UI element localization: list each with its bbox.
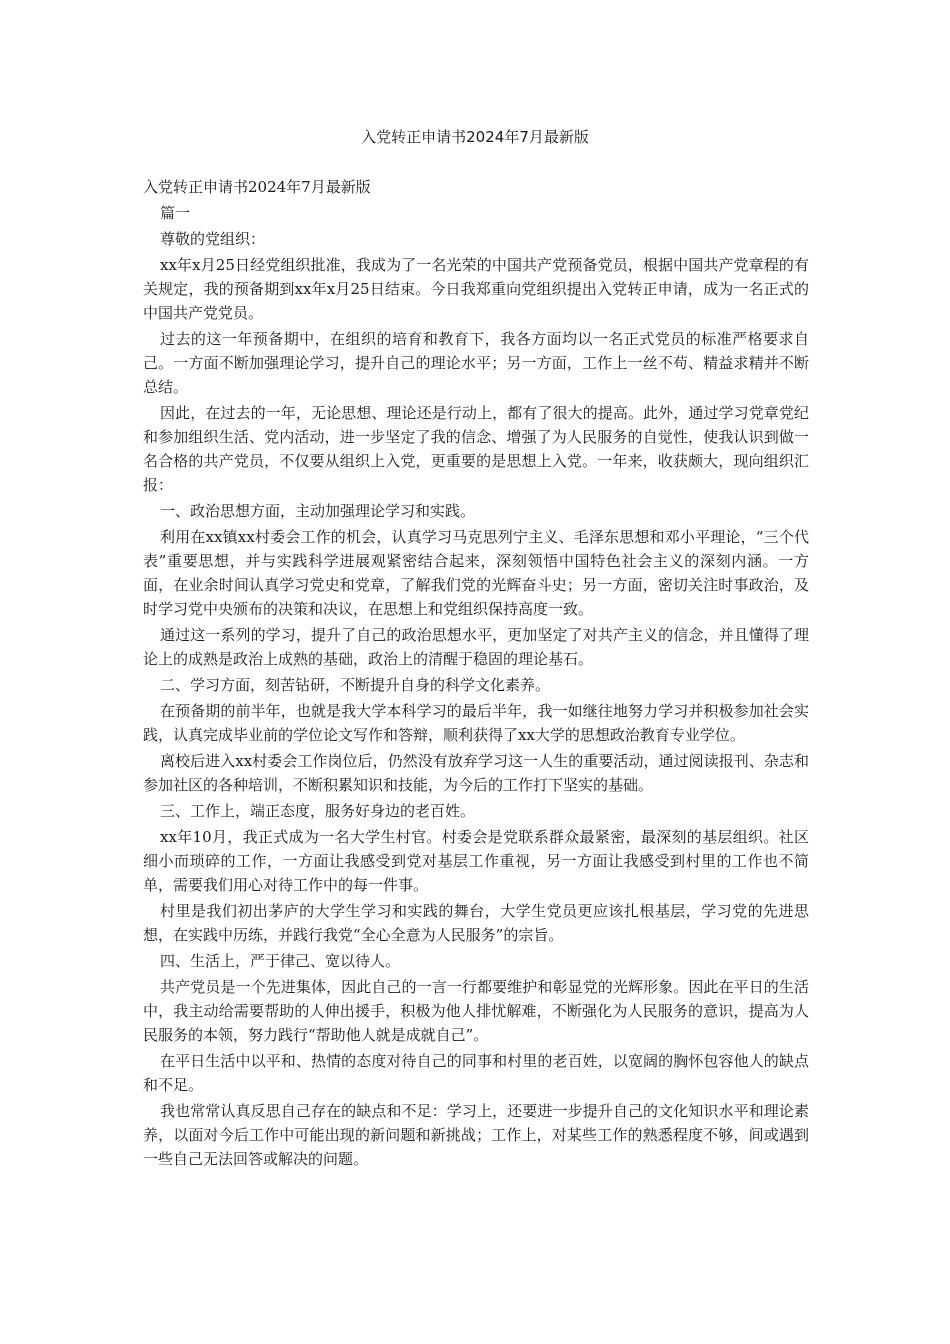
paragraph: 我也常常认真反思自己存在的缺点和不足：学习上，还要进一步提升自己的文化知识水平和理论素养，以面对今后工作中可能出现的新问题和新挑战；工作上，对某些工作的熟悉程度不够，间或遇到一些自己无法回答或解决的问题。: [143, 1102, 809, 1168]
document-body: [143, 175, 809, 1173]
paragraph: 共产党员是一个先进集体，因此自己的一言一行都要维护和彰显党的光辉形象。因此在平日的生活中，我主动给需要帮助的人伸出援手，积极为他人排忧解难，不断强化为人民服务的意识，提高为人民服务的本领，努力践行“帮助他人就是成就自己”。: [143, 978, 809, 1044]
paragraph: 离校后进入xx村委会工作岗位后，仍然没有放弃学习这一人生的重要活动，通过阅读报刊、杂志和参加社区的各种培训，不断积累知识和技能，为今后的工作打下坚实的基础。: [143, 752, 809, 794]
paragraph: 过去的这一年预备期中，在组织的培育和教育下，我各方面均以一名正式党员的标准严格要求自己。一方面不断加强理论学习，提升自己的理论水平；另一方面，工作上一丝不苟、精益求精并不断总结。: [143, 330, 809, 396]
document-title-line: 入党转正申请书2024年7月最新版: [143, 178, 371, 196]
section-heading: 三、工作上，端正态度，服务好身边的老百姓。: [160, 802, 476, 820]
section-heading: 二、学习方面，刻苦钻研，不断提升自身的科学文化素养。: [160, 676, 551, 694]
paragraph: 利用在xx镇xx村委会工作的机会，认真学习马克思列宁主义、毛泽东思想和邓小平理论，“三个代表”重要思想，并与实践科学进展观紧密结合起来，深刻领悟中国特色社会主义的深刻内涵。一方面，在业余时间认真学习党史和党章，了解我们党的光辉奋斗史；另一方面，密切关注时事政治，及时学习党中央颁布的决策和决议，在思想上和党组织保持高度一致。: [143, 528, 809, 618]
paragraph: xx年10月，我正式成为一名大学生村官。村委会是党联系群众最紧密，最深刻的基层组织。社区细小而琐碎的工作，一方面让我感受到党对基层工作重视，另一方面让我感受到村里的工作也不简单，需要我们用心对待工作中的每一件事。: [143, 828, 809, 894]
paragraph: 通过这一系列的学习，提升了自己的政治思想水平，更加坚定了对共产主义的信念，并且懂得了理论上的成熟是政治上成熟的基础，政治上的清醒于稳固的理论基石。: [143, 626, 809, 668]
section-heading: 四、生活上，严于律己、宽以待人。: [160, 952, 401, 970]
section-label: 篇一: [160, 204, 191, 222]
paragraph: 因此，在过去的一年，无论思想、理论还是行动上，都有了很大的提高。此外，通过学习党章党纪和参加组织生活、党内活动，进一步坚定了我的信念、增强了为人民服务的自觉性，使我认识到做一名合格的共产党员，不仅要从组织上入党，更重要的是思想上入党。一年来，收获颇大，现向组织汇报：: [143, 404, 809, 494]
paragraph: 村里是我们初出茅庐的大学生学习和实践的舞台，大学生党员更应该扎根基层，学习党的先进思想，在实践中历练，并践行我党“全心全意为人民服务”的宗旨。: [143, 902, 809, 944]
salutation: 尊敬的党组织：: [160, 230, 266, 248]
paragraph: 在平日生活中以平和、热情的态度对待自己的同事和村里的老百姓，以宽阔的胸怀包容他人的缺点和不足。: [143, 1052, 809, 1094]
paragraph: xx年x月25日经党组织批准，我成为了一名光荣的中国共产党预备党员，根据中国共产党章程的有关规定，我的预备期到xx年x月25日结束。今日我郑重向党组织提出入党转正申请，成为一名正式的中国共产党党员。: [143, 256, 809, 322]
paragraph: 在预备期的前半年，也就是我大学本科学习的最后半年，我一如继往地努力学习并积极参加社会实践，认真完成毕业前的学位论文写作和答辩，顺利获得了xx大学的思想政治教育专业学位。: [143, 702, 809, 744]
page-header-title: 入党转正申请书2024年7月最新版: [361, 128, 589, 146]
section-heading: 一、政治思想方面，主动加强理论学习和实践。: [160, 502, 476, 520]
